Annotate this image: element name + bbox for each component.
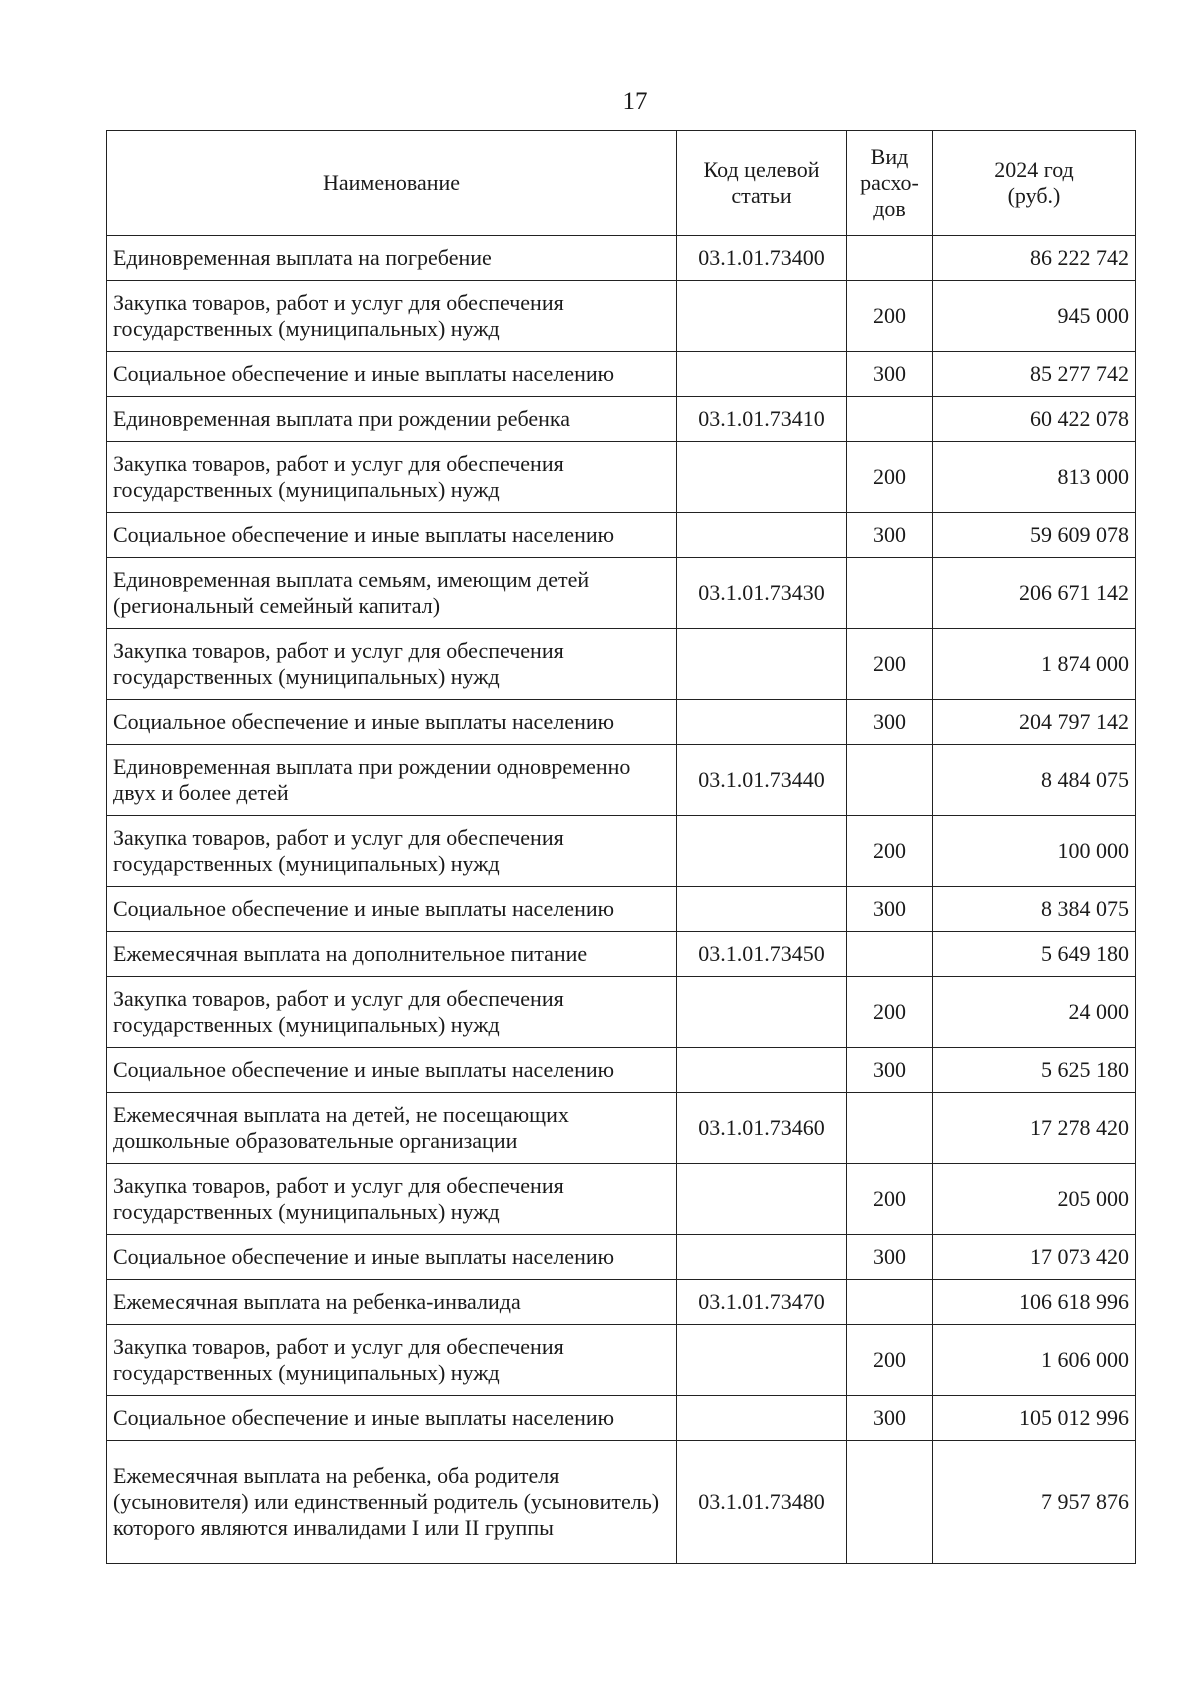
row-sum: 106 618 996 — [933, 1280, 1136, 1325]
row-code — [677, 442, 847, 513]
row-name: Закупка товаров, работ и услуг для обеспечения государственных (муниципальных) нужд — [107, 629, 677, 700]
table-row — [107, 1164, 1136, 1235]
row-name: Ежемесячная выплата на ребенка-инвалида — [107, 1280, 677, 1325]
row-sum: 5 625 180 — [933, 1048, 1136, 1093]
row-name: Социальное обеспечение и иные выплаты населению — [107, 1396, 677, 1441]
row-sum: 1 874 000 — [933, 629, 1136, 700]
row-code — [677, 1048, 847, 1093]
table-row — [107, 887, 1136, 932]
row-code — [677, 513, 847, 558]
table-row — [107, 1396, 1136, 1441]
table-row — [107, 1093, 1136, 1164]
row-name: Социальное обеспечение и иные выплаты населению — [107, 1235, 677, 1280]
row-code — [677, 352, 847, 397]
row-sum: 206 671 142 — [933, 558, 1136, 629]
row-code: 03.1.01.73440 — [677, 745, 847, 816]
row-code — [677, 281, 847, 352]
row-sum: 105 012 996 — [933, 1396, 1136, 1441]
row-type — [847, 558, 933, 629]
row-type — [847, 1093, 933, 1164]
row-sum: 17 073 420 — [933, 1235, 1136, 1280]
row-name: Ежемесячная выплата на дополнительное питание — [107, 932, 677, 977]
table-row — [107, 629, 1136, 700]
row-code — [677, 700, 847, 745]
row-sum: 86 222 742 — [933, 236, 1136, 281]
row-code: 03.1.01.73450 — [677, 932, 847, 977]
header-sum: 2024 год (руб.) — [933, 131, 1136, 236]
table-row — [107, 397, 1136, 442]
row-code — [677, 1325, 847, 1396]
row-name: Единовременная выплата при рождении ребенка — [107, 397, 677, 442]
table-row — [107, 745, 1136, 816]
header-code: Код целевой статьи — [677, 131, 847, 236]
row-type: 200 — [847, 1164, 933, 1235]
table-row — [107, 1280, 1136, 1325]
row-name: Закупка товаров, работ и услуг для обеспечения государственных (муниципальных) нужд — [107, 816, 677, 887]
row-type — [847, 1441, 933, 1564]
row-code — [677, 1164, 847, 1235]
table-row — [107, 236, 1136, 281]
row-type: 300 — [847, 887, 933, 932]
row-code — [677, 1396, 847, 1441]
table-row — [107, 816, 1136, 887]
row-type: 200 — [847, 816, 933, 887]
row-name: Единовременная выплата семьям, имеющим детей (региональный семейный капитал) — [107, 558, 677, 629]
table-row — [107, 1048, 1136, 1093]
row-type: 300 — [847, 352, 933, 397]
row-code — [677, 887, 847, 932]
row-type — [847, 1280, 933, 1325]
table-row — [107, 558, 1136, 629]
row-sum: 59 609 078 — [933, 513, 1136, 558]
row-sum: 1 606 000 — [933, 1325, 1136, 1396]
table-row — [107, 352, 1136, 397]
table-row — [107, 932, 1136, 977]
row-type — [847, 397, 933, 442]
row-name: Закупка товаров, работ и услуг для обеспечения государственных (муниципальных) нужд — [107, 1325, 677, 1396]
row-code: 03.1.01.73480 — [677, 1441, 847, 1564]
header-type: Вид расхо- дов — [847, 131, 933, 236]
row-name: Закупка товаров, работ и услуг для обеспечения государственных (муниципальных) нужд — [107, 977, 677, 1048]
row-code: 03.1.01.73470 — [677, 1280, 847, 1325]
table-row — [107, 1325, 1136, 1396]
row-code: 03.1.01.73410 — [677, 397, 847, 442]
row-code — [677, 629, 847, 700]
table-header-row — [107, 131, 1136, 236]
table-row — [107, 513, 1136, 558]
table-body — [107, 236, 1136, 1564]
row-sum: 7 957 876 — [933, 1441, 1136, 1564]
row-sum: 24 000 — [933, 977, 1136, 1048]
row-code — [677, 816, 847, 887]
row-name: Ежемесячная выплата на детей, не посещающих дошкольные образовательные организации — [107, 1093, 677, 1164]
row-type: 200 — [847, 629, 933, 700]
row-sum: 8 484 075 — [933, 745, 1136, 816]
row-name: Социальное обеспечение и иные выплаты населению — [107, 887, 677, 932]
header-name: Наименование — [107, 131, 677, 236]
table-row — [107, 700, 1136, 745]
table-row — [107, 1235, 1136, 1280]
row-type: 300 — [847, 1396, 933, 1441]
table-row — [107, 442, 1136, 513]
row-code: 03.1.01.73430 — [677, 558, 847, 629]
row-name: Закупка товаров, работ и услуг для обеспечения государственных (муниципальных) нужд — [107, 281, 677, 352]
row-name: Социальное обеспечение и иные выплаты населению — [107, 700, 677, 745]
row-sum: 85 277 742 — [933, 352, 1136, 397]
table-row — [107, 1441, 1136, 1564]
row-name: Ежемесячная выплата на ребенка, оба родителя (усыновителя) или единственный родитель (усыновитель) которого являются инвалидами I или II группы — [107, 1441, 677, 1564]
row-name: Закупка товаров, работ и услуг для обеспечения государственных (муниципальных) нужд — [107, 442, 677, 513]
row-type: 300 — [847, 513, 933, 558]
row-type — [847, 745, 933, 816]
row-sum: 204 797 142 — [933, 700, 1136, 745]
row-name: Закупка товаров, работ и услуг для обеспечения государственных (муниципальных) нужд — [107, 1164, 677, 1235]
row-type: 300 — [847, 700, 933, 745]
row-type — [847, 236, 933, 281]
row-name: Социальное обеспечение и иные выплаты населению — [107, 352, 677, 397]
row-sum: 945 000 — [933, 281, 1136, 352]
row-type: 200 — [847, 1325, 933, 1396]
row-sum: 8 384 075 — [933, 887, 1136, 932]
row-name: Единовременная выплата при рождении одновременно двух и более детей — [107, 745, 677, 816]
row-type: 300 — [847, 1048, 933, 1093]
budget-table — [106, 130, 1136, 1564]
row-sum: 205 000 — [933, 1164, 1136, 1235]
row-name: Социальное обеспечение и иные выплаты населению — [107, 1048, 677, 1093]
row-sum: 5 649 180 — [933, 932, 1136, 977]
row-type: 200 — [847, 977, 933, 1048]
row-sum: 17 278 420 — [933, 1093, 1136, 1164]
page-number: 17 — [622, 88, 648, 115]
row-sum: 813 000 — [933, 442, 1136, 513]
row-type: 300 — [847, 1235, 933, 1280]
table-row — [107, 281, 1136, 352]
row-sum: 60 422 078 — [933, 397, 1136, 442]
table-row — [107, 977, 1136, 1048]
row-type: 200 — [847, 442, 933, 513]
row-name: Единовременная выплата на погребение — [107, 236, 677, 281]
row-name: Социальное обеспечение и иные выплаты населению — [107, 513, 677, 558]
row-code: 03.1.01.73400 — [677, 236, 847, 281]
row-type: 200 — [847, 281, 933, 352]
row-sum: 100 000 — [933, 816, 1136, 887]
row-code: 03.1.01.73460 — [677, 1093, 847, 1164]
row-code — [677, 1235, 847, 1280]
row-code — [677, 977, 847, 1048]
row-type — [847, 932, 933, 977]
